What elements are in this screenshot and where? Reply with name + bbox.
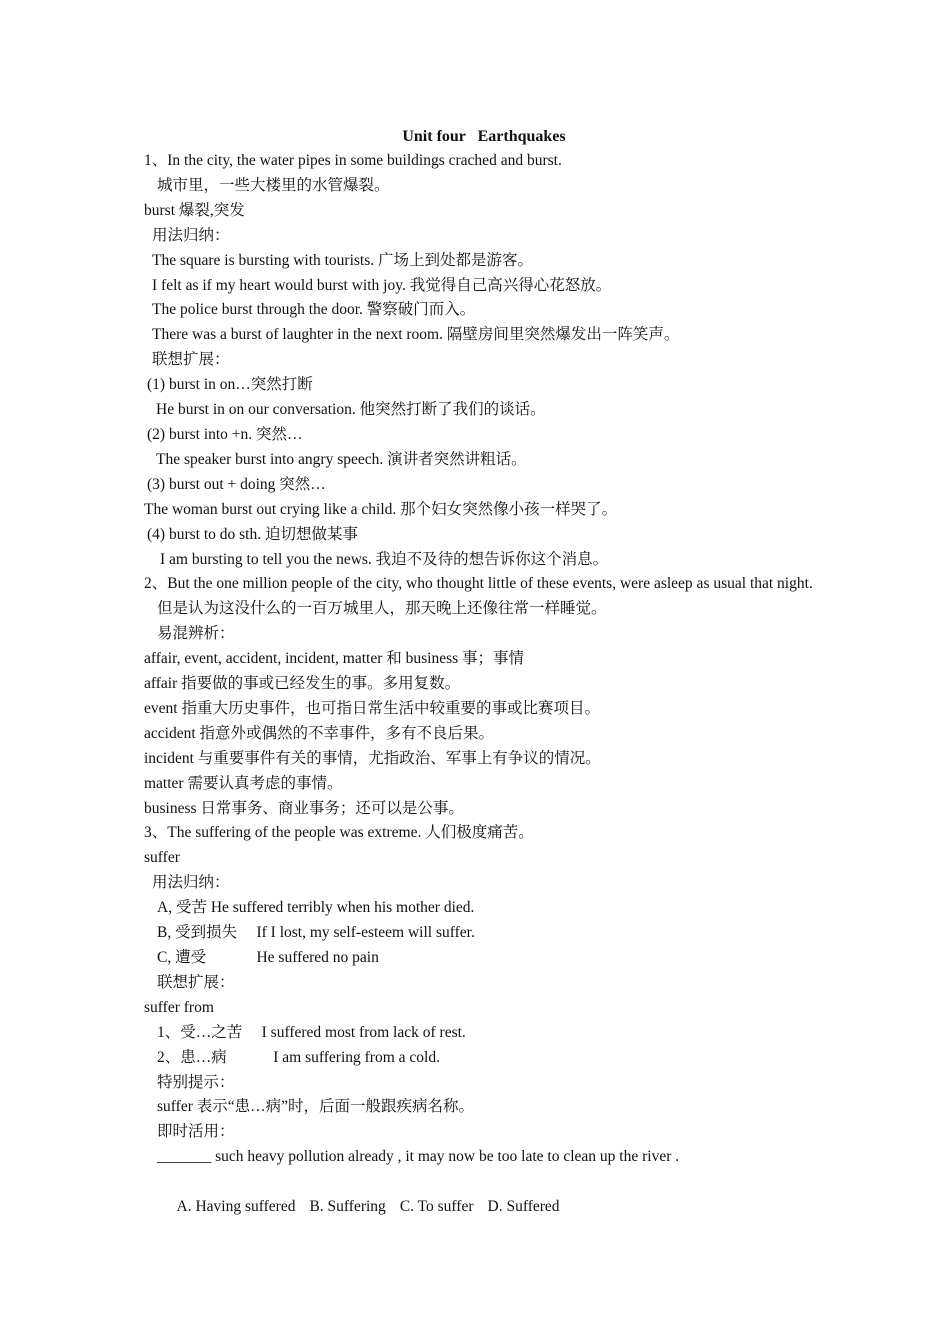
phrase-suffer-from: suffer from — [144, 998, 214, 1016]
example-line: The square is bursting with tourists. 广场上到处都是游客。 — [152, 251, 534, 269]
usage-item: 2、患…病 I am suffering from a cold. — [157, 1048, 440, 1066]
example-line: The speaker burst into angry speech. 演讲者突然讲粗话。 — [156, 450, 527, 468]
practice-question: _______ such heavy pollution already , it may now be too late to clean up the river . — [157, 1148, 680, 1166]
extension-heading: 联想扩展： — [157, 973, 235, 991]
sentence-2-zh: 但是认为这没什么的一百万城里人，那天晚上还像往常一样睡觉。 — [157, 600, 607, 618]
option-b: B. Suffering — [309, 1198, 386, 1216]
usage-heading: 用法归纳： — [152, 874, 230, 892]
distinction-line: event 指重大历史事件，也可指日常生活中较重要的事或比赛项目。 — [144, 699, 600, 717]
example-line: I am bursting to tell you the news. 我迫不及待的想告诉你这个消息。 — [160, 550, 609, 568]
distinction-heading: 易混辨析： — [157, 625, 235, 643]
sentence-2-en: 2、But the one million people of the city, who thought little of these events, were asleep as usual that night. — [144, 575, 813, 593]
tip-heading: 特别提示： — [157, 1073, 235, 1091]
phrase-item: (3) burst out + doing 突然… — [147, 475, 326, 493]
word-burst: burst 爆裂,突发 — [144, 201, 245, 219]
phrase-item: (4) burst to do sth. 迫切想做某事 — [147, 525, 358, 543]
phrase-item: (1) burst in on…突然打断 — [147, 376, 313, 394]
sentence-3: 3、The suffering of the people was extreme. 人们极度痛苦。 — [144, 824, 534, 842]
option-a: A. Having suffered — [176, 1198, 296, 1216]
example-line: The woman burst out crying like a child. 那个妇女突然像小孩一样哭了。 — [144, 500, 618, 518]
page-title: Unit four Earthquakes — [402, 128, 566, 145]
option-d: D. Suffered — [487, 1198, 560, 1216]
word-suffer: suffer — [144, 849, 180, 867]
example-line: The police burst through the door. 警察破门而入。 — [152, 301, 476, 319]
example-line: I felt as if my heart would burst with joy. 我觉得自己高兴得心花怒放。 — [152, 276, 612, 294]
distinction-line: incident 与重要事件有关的事情，尤指政治、军事上有争议的情况。 — [144, 749, 601, 767]
usage-item: C, 遭受 He suffered no pain — [157, 949, 379, 966]
example-line: There was a burst of laughter in the next room. 隔壁房间里突然爆发出一阵笑声。 — [152, 326, 680, 344]
practice-heading: 即时活用： — [157, 1123, 235, 1141]
example-line: He burst in on our conversation. 他突然打断了我们的谈话。 — [156, 401, 546, 419]
usage-heading: 用法归纳： — [152, 226, 230, 244]
usage-item: B, 受到损失 If I lost, my self-esteem will suffer. — [157, 924, 475, 942]
extension-heading: 联想扩展： — [152, 351, 230, 369]
option-c: C. To suffer — [399, 1198, 474, 1216]
distinction-line: affair 指要做的事或已经发生的事。多用复数。 — [144, 675, 461, 693]
distinction-line: business 日常事务、商业事务；还可以是公事。 — [144, 799, 464, 817]
distinction-line: matter 需要认真考虑的事情。 — [144, 774, 343, 792]
phrase-item: (2) burst into +n. 突然… — [147, 425, 303, 443]
distinction-line: accident 指意外或偶然的不幸事件，多有不良后果。 — [144, 724, 495, 742]
sentence-1-en: 1、In the city, the water pipes in some buildings crached and burst. — [144, 152, 562, 169]
usage-item: 1、受…之苦 I suffered most from lack of rest. — [157, 1023, 466, 1041]
distinction-line: affair, event, accident, incident, matter 和 business 事；事情 — [144, 650, 525, 668]
document-page — [144, 124, 824, 1245]
answer-options — [144, 1170, 824, 1245]
sentence-1-zh: 城市里，一些大楼里的水管爆裂。 — [157, 176, 390, 194]
tip-text: suffer 表示“患…病”时，后面一般跟疾病名称。 — [157, 1098, 475, 1116]
usage-item: A, 受苦 He suffered terribly when his mother died. — [157, 899, 475, 917]
